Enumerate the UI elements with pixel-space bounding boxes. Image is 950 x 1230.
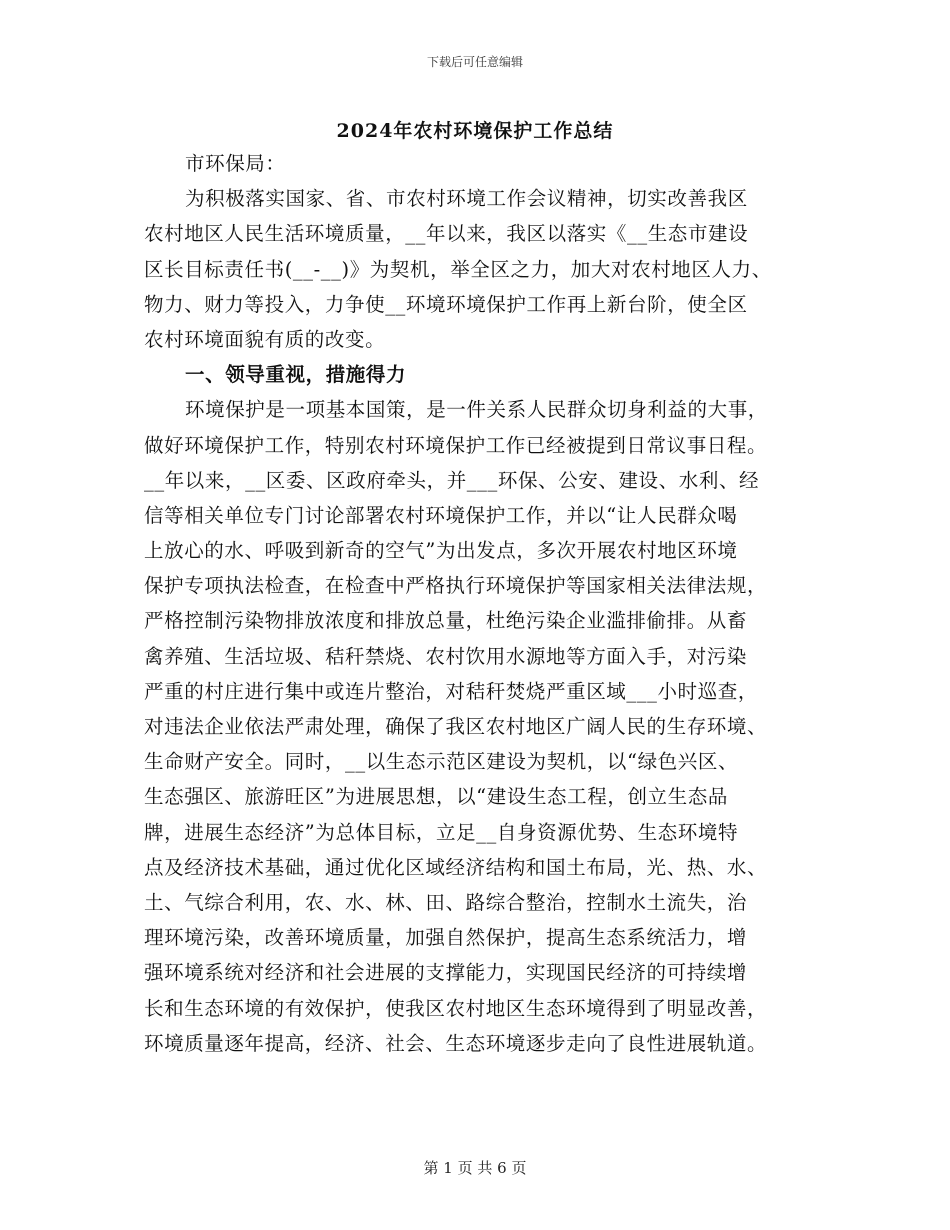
text-line: 生命财产安全。同时，__以生态示范区建设为契机，以“绿色兴区、 bbox=[144, 750, 739, 774]
text-line: 点及经济技术基础，通过优化区域经济结构和国土布局，光、热、水、 bbox=[144, 855, 768, 879]
text-line: 禽养殖、生活垃圾、秸秆禁烧、农村饮用水源地等方面入手，对污染 bbox=[144, 644, 748, 668]
text-line: 农村地区人民生活环境质量，__年以来，我区以落实《__生态市建设 bbox=[144, 222, 749, 246]
text-line: 市环保局： bbox=[185, 152, 286, 175]
text-line: 物力、财力等投入，力争使__环境环境保护工作再上新台阶，使全区 bbox=[144, 292, 748, 316]
document-body bbox=[144, 146, 844, 1061]
text-line: 土、气综合利用，农、水、林、田、路综合整治，控制水土流失，治 bbox=[144, 890, 748, 914]
text-line: 环境质量逐年提高，经济、社会、生态环境逐步走向了良性进展轨道。 bbox=[144, 1031, 768, 1055]
text-line: 牌，进展生态经济”为总体目标，立足__自身资源优势、生态环境特 bbox=[144, 820, 739, 844]
header-note: 下载后可任意编辑 bbox=[426, 55, 523, 69]
text-line: __年以来，__区委、区政府牵头，并___环保、公安、建设、水利、经 bbox=[144, 468, 760, 492]
text-line: 区长目标责任书(__-__)》为契机，举全区之力，加大对农村地区人力、 bbox=[144, 257, 772, 281]
section-heading: 一、领导重视，措施得力 bbox=[185, 363, 407, 387]
document-title: 2024年农村环境保护工作总结 bbox=[336, 120, 614, 142]
text-line: 环境保护是一项基本国策，是一件关系人民群众切身利益的大事， bbox=[185, 398, 768, 422]
page-footer: 第 1 页 共 6 页 bbox=[423, 1159, 527, 1177]
text-line: 对违法企业依法严肃处理，确保了我区农村地区广阔人民的生存环境、 bbox=[144, 715, 768, 738]
text-line: 理环境污染，改善环境质量，加强自然保护，提高生态系统活力，增 bbox=[144, 926, 748, 950]
text-line: 信等相关单位专门讨论部署农村环境保护工作，并以“让人民群众喝 bbox=[144, 503, 738, 527]
text-line: 生态强区、旅游旺区”为进展思想，以“建设生态工程，创立生态品 bbox=[144, 785, 728, 809]
text-line: 严重的村庄进行集中或连片整治，对秸秆焚烧严重区域___小时巡查， bbox=[144, 679, 758, 703]
text-line: 为积极落实国家、省、市农村环境工作会议精神，切实改善我区 bbox=[185, 187, 748, 211]
text-line: 严格控制污染物排放浓度和排放总量，杜绝污染企业滥排偷排。从畜 bbox=[144, 609, 748, 633]
text-line: 上放心的水、呼吸到新奇的空气”为出发点，多次开展农村地区环境 bbox=[144, 539, 738, 563]
text-line: 做好环境保护工作，特别农村环境保护工作已经被提到日常议事日程。 bbox=[144, 433, 768, 457]
text-line: 长和生态环境的有效保护，使我区农村地区生态环境得到了明显改善， bbox=[144, 996, 768, 1020]
text-line: 保护专项执法检查，在检查中严格执行环境保护等国家相关法律法规， bbox=[144, 574, 768, 598]
text-line: 强环境系统对经济和社会进展的支撑能力，实现国民经济的可持续增 bbox=[144, 961, 748, 985]
text-line: 农村环境面貌有质的改变。 bbox=[144, 327, 386, 351]
